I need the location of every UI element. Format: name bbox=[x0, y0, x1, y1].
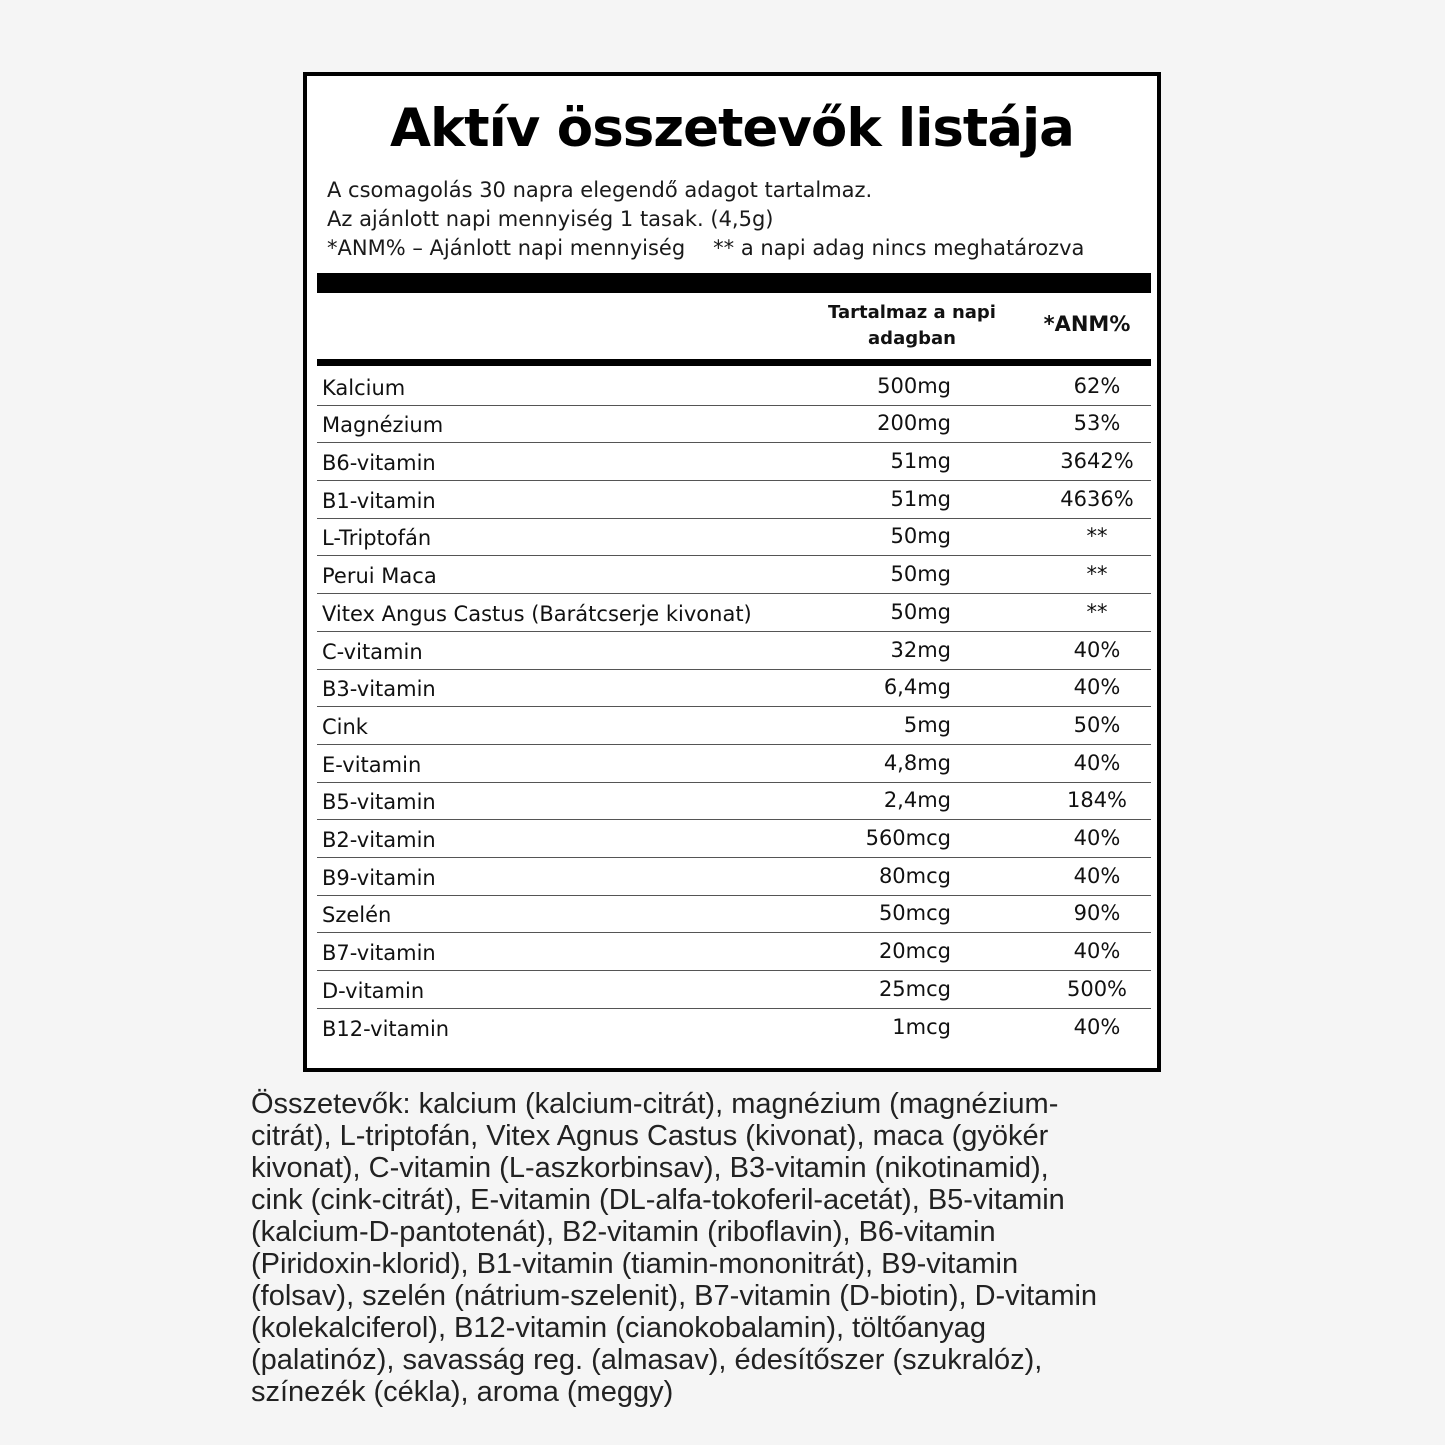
intro-text bbox=[327, 176, 1084, 263]
nutrient-amount: 500mg bbox=[877, 373, 951, 398]
nutrient-anm: 184% bbox=[1066, 788, 1128, 813]
nutrient-anm: 50% bbox=[1073, 712, 1121, 737]
nutrient-amount: 6,4mg bbox=[883, 675, 951, 700]
nutrient-name: B7-vitamin bbox=[322, 941, 436, 965]
ingredients-line: kivonat), C-vitamin (L-aszkorbinsav), B3-vitamin (nikotinamid), bbox=[251, 1152, 1049, 1184]
nutrient-anm: 40% bbox=[1073, 675, 1121, 700]
table-row bbox=[317, 481, 1151, 519]
nutrient-amount: 80mcg bbox=[878, 863, 951, 888]
nutrient-name: B3-vitamin bbox=[322, 677, 436, 702]
header-divider-thick bbox=[317, 273, 1151, 293]
nutrient-table bbox=[317, 368, 1151, 1046]
nutrient-anm: 40% bbox=[1073, 637, 1121, 662]
nutrient-amount: 25mcg bbox=[878, 976, 951, 1001]
nutrient-anm: 62% bbox=[1073, 373, 1121, 398]
table-row bbox=[317, 406, 1151, 444]
header-divider-thin bbox=[317, 359, 1151, 366]
table-row bbox=[317, 820, 1151, 858]
nutrient-anm: 40% bbox=[1073, 863, 1121, 888]
intro-line-notes bbox=[327, 234, 1084, 263]
nutrient-amount: 51mg bbox=[890, 449, 951, 474]
nutrient-name: B5-vitamin bbox=[322, 790, 436, 815]
ingredients-line: (palatinóz), savasság reg. (almasav), édesítőszer (szukralóz), bbox=[251, 1344, 1043, 1376]
column-header-amount: Tartalmaz a napi adagban bbox=[828, 302, 996, 349]
table-row bbox=[317, 594, 1151, 632]
table-row bbox=[317, 670, 1151, 708]
note-anm: *ANM% – Ajánlott napi mennyiség bbox=[327, 236, 686, 260]
ingredients-line: cink (cink-citrát), E-vitamin (DL-alfa-tokoferil-acetát), B5-vitamin bbox=[251, 1184, 1065, 1216]
table-row bbox=[317, 632, 1151, 670]
nutrient-amount: 2,4mg bbox=[883, 788, 951, 813]
nutrient-amount: 50mcg bbox=[878, 901, 951, 926]
nutrient-anm: 40% bbox=[1073, 939, 1121, 963]
table-row bbox=[317, 745, 1151, 783]
note-undefined: ** a napi adag nincs meghatározva bbox=[713, 236, 1085, 260]
nutrient-name: Magnézium bbox=[322, 413, 444, 438]
nutrient-amount: 51mg bbox=[890, 486, 951, 511]
nutrient-name: B12-vitamin bbox=[322, 1017, 450, 1042]
nutrient-name: Kalcium bbox=[322, 375, 406, 400]
nutrient-amount: 20mcg bbox=[878, 939, 951, 963]
ingredients-line: citrát), L-triptofán, Vitex Agnus Castus (kivonat), maca (gyökér bbox=[251, 1120, 1049, 1152]
nutrient-name: Vitex Angus Castus (Barátcserje kivonat) bbox=[322, 601, 752, 626]
ingredients-line: (Piridoxin-klorid), B1-vitamin (tiamin-mononitrát), B9-vitamin bbox=[251, 1248, 1019, 1280]
nutrient-amount: 4,8mg bbox=[883, 750, 951, 775]
panel-title: Aktív összetevők listája bbox=[390, 98, 1074, 159]
ingredients-list bbox=[251, 1088, 1211, 1408]
nutrient-anm: 4636% bbox=[1060, 486, 1134, 511]
ingredients-line: (folsav), szelén (nátrium-szelenit), B7-vitamin (D-biotin), D-vitamin bbox=[251, 1280, 1098, 1312]
table-row bbox=[317, 556, 1151, 594]
nutrient-anm: ** bbox=[1086, 599, 1108, 624]
table-row bbox=[317, 858, 1151, 896]
intro-line-package: A csomagolás 30 napra elegendő adagot tartalmaz. bbox=[327, 178, 873, 202]
ingredients-line: (kolekalciferol), B12-vitamin (cianokobalamin), töltőanyag bbox=[251, 1312, 986, 1344]
nutrient-anm: 90% bbox=[1073, 901, 1121, 926]
nutrient-name: D-vitamin bbox=[322, 978, 425, 1003]
nutrient-name: Cink bbox=[322, 714, 368, 739]
nutrient-name: B6-vitamin bbox=[322, 451, 436, 476]
table-row bbox=[317, 933, 1151, 971]
nutrient-name: B2-vitamin bbox=[322, 827, 436, 852]
nutrient-anm: 40% bbox=[1073, 825, 1121, 850]
nutrient-name: B1-vitamin bbox=[322, 488, 436, 513]
nutrient-anm: ** bbox=[1086, 524, 1108, 549]
nutrient-amount: 560mcg bbox=[865, 825, 951, 850]
nutrient-name: Perui Maca bbox=[322, 564, 437, 589]
table-row bbox=[317, 783, 1151, 821]
table-row bbox=[317, 971, 1151, 1009]
nutrient-name: C-vitamin bbox=[322, 639, 423, 664]
nutrient-amount: 200mg bbox=[877, 411, 951, 436]
active-ingredients-panel bbox=[303, 72, 1161, 1072]
table-row bbox=[317, 443, 1151, 481]
nutrient-anm: 500% bbox=[1066, 976, 1128, 1001]
nutrient-name: Szelén bbox=[322, 903, 392, 928]
table-row bbox=[317, 1009, 1151, 1047]
nutrient-amount: 5mg bbox=[903, 712, 951, 737]
ingredients-line: (kalcium-D-pantotenát), B2-vitamin (riboflavin), B6-vitamin bbox=[251, 1216, 996, 1248]
nutrient-anm: 53% bbox=[1073, 411, 1121, 436]
intro-line-dose: Az ajánlott napi mennyiség 1 tasak. (4,5g) bbox=[327, 207, 774, 231]
table-row bbox=[317, 368, 1151, 406]
ingredients-line: színezék (cékla), aroma (meggy) bbox=[251, 1376, 674, 1408]
nutrient-amount: 50mg bbox=[890, 562, 951, 587]
nutrient-name: L-Triptofán bbox=[322, 526, 432, 551]
nutrient-name: E-vitamin bbox=[322, 752, 422, 777]
nutrient-amount: 50mg bbox=[890, 599, 951, 624]
table-row bbox=[317, 896, 1151, 934]
nutrient-amount: 1mcg bbox=[892, 1015, 951, 1040]
nutrient-amount: 32mg bbox=[890, 637, 951, 662]
nutrient-anm: ** bbox=[1086, 562, 1108, 587]
ingredients-line: Összetevők: kalcium (kalcium-citrát), magnézium (magnézium- bbox=[251, 1088, 1059, 1120]
table-row bbox=[317, 707, 1151, 745]
nutrient-anm: 40% bbox=[1073, 750, 1121, 775]
column-header-anm: *ANM% bbox=[1043, 312, 1131, 336]
nutrient-anm: 40% bbox=[1073, 1015, 1121, 1040]
table-row bbox=[317, 519, 1151, 557]
nutrient-amount: 50mg bbox=[890, 524, 951, 549]
nutrient-anm: 3642% bbox=[1060, 449, 1134, 474]
nutrient-name: B9-vitamin bbox=[322, 865, 436, 890]
